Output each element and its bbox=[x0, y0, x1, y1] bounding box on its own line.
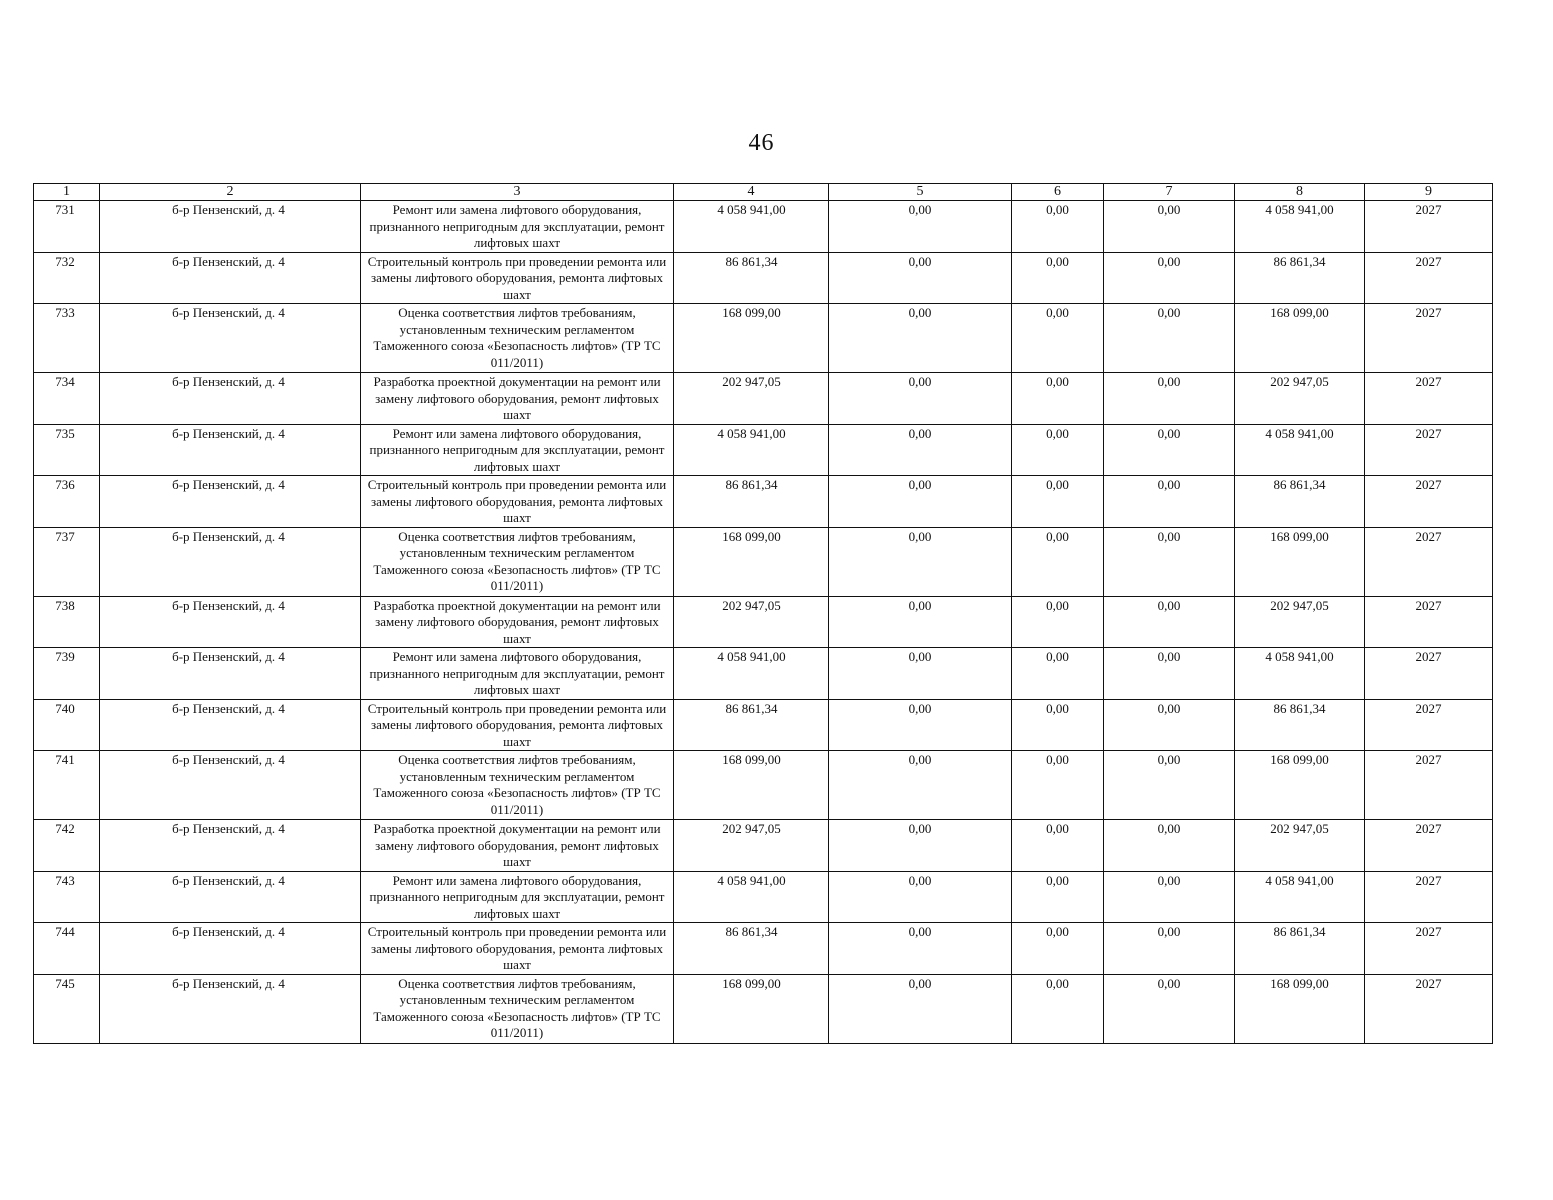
address-cell: б-р Пензенский, д. 4 bbox=[100, 424, 361, 476]
table-row bbox=[34, 923, 1493, 975]
column-header: 4 bbox=[674, 184, 829, 201]
row-number-cell: 736 bbox=[34, 476, 100, 528]
work-description-cell: Разработка проектной документации на ремонт или замену лифтового оборудования, ремонт лифтовых шахт bbox=[361, 373, 674, 425]
column-6-cell: 0,00 bbox=[1012, 527, 1104, 596]
column-header: 2 bbox=[100, 184, 361, 201]
year-cell: 2027 bbox=[1365, 923, 1493, 975]
address-cell: б-р Пензенский, д. 4 bbox=[100, 596, 361, 648]
address-cell: б-р Пензенский, д. 4 bbox=[100, 476, 361, 528]
year-cell: 2027 bbox=[1365, 527, 1493, 596]
column-6-cell: 0,00 bbox=[1012, 424, 1104, 476]
column-5-cell: 0,00 bbox=[829, 974, 1012, 1043]
year-cell: 2027 bbox=[1365, 252, 1493, 304]
year-cell: 2027 bbox=[1365, 820, 1493, 872]
address-cell: б-р Пензенский, д. 4 bbox=[100, 923, 361, 975]
column-5-cell: 0,00 bbox=[829, 252, 1012, 304]
column-7-cell: 0,00 bbox=[1104, 252, 1235, 304]
table-row bbox=[34, 373, 1493, 425]
column-7-cell: 0,00 bbox=[1104, 424, 1235, 476]
row-number-cell: 744 bbox=[34, 923, 100, 975]
column-6-cell: 0,00 bbox=[1012, 871, 1104, 923]
address-cell: б-р Пензенский, д. 4 bbox=[100, 871, 361, 923]
row-number-cell: 743 bbox=[34, 871, 100, 923]
address-cell: б-р Пензенский, д. 4 bbox=[100, 252, 361, 304]
total-cost-cell: 202 947,05 bbox=[674, 373, 829, 425]
column-8-cell: 202 947,05 bbox=[1235, 596, 1365, 648]
column-6-cell: 0,00 bbox=[1012, 476, 1104, 528]
year-cell: 2027 bbox=[1365, 476, 1493, 528]
table-row bbox=[34, 871, 1493, 923]
column-8-cell: 86 861,34 bbox=[1235, 476, 1365, 528]
column-6-cell: 0,00 bbox=[1012, 751, 1104, 820]
column-5-cell: 0,00 bbox=[829, 923, 1012, 975]
work-description-cell: Оценка соответствия лифтов требованиям, установленным техническим регламентом Таможенного союза «Безопасность лифтов» (ТР ТС 011/2011) bbox=[361, 527, 674, 596]
column-7-cell: 0,00 bbox=[1104, 373, 1235, 425]
total-cost-cell: 86 861,34 bbox=[674, 476, 829, 528]
column-6-cell: 0,00 bbox=[1012, 201, 1104, 253]
table-row bbox=[34, 974, 1493, 1043]
row-number-cell: 739 bbox=[34, 648, 100, 700]
row-number-cell: 731 bbox=[34, 201, 100, 253]
column-header: 7 bbox=[1104, 184, 1235, 201]
column-7-cell: 0,00 bbox=[1104, 974, 1235, 1043]
work-description-cell: Строительный контроль при проведении ремонта или замены лифтового оборудования, ремонта лифтовых шахт bbox=[361, 476, 674, 528]
column-5-cell: 0,00 bbox=[829, 201, 1012, 253]
year-cell: 2027 bbox=[1365, 648, 1493, 700]
column-5-cell: 0,00 bbox=[829, 373, 1012, 425]
header-row bbox=[34, 184, 1493, 201]
column-header: 8 bbox=[1235, 184, 1365, 201]
work-description-cell: Ремонт или замена лифтового оборудования, признанного непригодным для эксплуатации, ремонт лифтовых шахт bbox=[361, 201, 674, 253]
column-header: 6 bbox=[1012, 184, 1104, 201]
column-8-cell: 4 058 941,00 bbox=[1235, 201, 1365, 253]
year-cell: 2027 bbox=[1365, 373, 1493, 425]
column-5-cell: 0,00 bbox=[829, 596, 1012, 648]
total-cost-cell: 4 058 941,00 bbox=[674, 648, 829, 700]
column-header: 5 bbox=[829, 184, 1012, 201]
total-cost-cell: 86 861,34 bbox=[674, 923, 829, 975]
column-6-cell: 0,00 bbox=[1012, 699, 1104, 751]
total-cost-cell: 202 947,05 bbox=[674, 820, 829, 872]
column-5-cell: 0,00 bbox=[829, 820, 1012, 872]
work-description-cell: Строительный контроль при проведении ремонта или замены лифтового оборудования, ремонта лифтовых шахт bbox=[361, 699, 674, 751]
total-cost-cell: 168 099,00 bbox=[674, 304, 829, 373]
column-7-cell: 0,00 bbox=[1104, 596, 1235, 648]
column-6-cell: 0,00 bbox=[1012, 304, 1104, 373]
works-table bbox=[33, 183, 1493, 1044]
column-8-cell: 168 099,00 bbox=[1235, 974, 1365, 1043]
address-cell: б-р Пензенский, д. 4 bbox=[100, 201, 361, 253]
work-description-cell: Ремонт или замена лифтового оборудования, признанного непригодным для эксплуатации, ремонт лифтовых шахт bbox=[361, 424, 674, 476]
column-7-cell: 0,00 bbox=[1104, 871, 1235, 923]
year-cell: 2027 bbox=[1365, 871, 1493, 923]
address-cell: б-р Пензенский, д. 4 bbox=[100, 648, 361, 700]
address-cell: б-р Пензенский, д. 4 bbox=[100, 974, 361, 1043]
year-cell: 2027 bbox=[1365, 974, 1493, 1043]
column-5-cell: 0,00 bbox=[829, 751, 1012, 820]
table-row bbox=[34, 751, 1493, 820]
column-6-cell: 0,00 bbox=[1012, 648, 1104, 700]
year-cell: 2027 bbox=[1365, 304, 1493, 373]
row-number-cell: 733 bbox=[34, 304, 100, 373]
table-row bbox=[34, 252, 1493, 304]
page-number: 46 bbox=[748, 130, 775, 156]
column-6-cell: 0,00 bbox=[1012, 252, 1104, 304]
work-description-cell: Строительный контроль при проведении ремонта или замены лифтового оборудования, ремонта лифтовых шахт bbox=[361, 252, 674, 304]
row-number-cell: 740 bbox=[34, 699, 100, 751]
row-number-cell: 737 bbox=[34, 527, 100, 596]
column-8-cell: 202 947,05 bbox=[1235, 820, 1365, 872]
table-row bbox=[34, 424, 1493, 476]
column-7-cell: 0,00 bbox=[1104, 751, 1235, 820]
row-number-cell: 735 bbox=[34, 424, 100, 476]
address-cell: б-р Пензенский, д. 4 bbox=[100, 527, 361, 596]
work-description-cell: Оценка соответствия лифтов требованиям, установленным техническим регламентом Таможенного союза «Безопасность лифтов» (ТР ТС 011/2011) bbox=[361, 751, 674, 820]
address-cell: б-р Пензенский, д. 4 bbox=[100, 304, 361, 373]
work-description-cell: Ремонт или замена лифтового оборудования, признанного непригодным для эксплуатации, ремонт лифтовых шахт bbox=[361, 648, 674, 700]
column-8-cell: 4 058 941,00 bbox=[1235, 871, 1365, 923]
year-cell: 2027 bbox=[1365, 699, 1493, 751]
column-5-cell: 0,00 bbox=[829, 699, 1012, 751]
column-6-cell: 0,00 bbox=[1012, 596, 1104, 648]
total-cost-cell: 4 058 941,00 bbox=[674, 871, 829, 923]
column-8-cell: 168 099,00 bbox=[1235, 527, 1365, 596]
column-7-cell: 0,00 bbox=[1104, 820, 1235, 872]
table-row bbox=[34, 699, 1493, 751]
column-7-cell: 0,00 bbox=[1104, 923, 1235, 975]
table-row bbox=[34, 304, 1493, 373]
total-cost-cell: 4 058 941,00 bbox=[674, 424, 829, 476]
column-6-cell: 0,00 bbox=[1012, 820, 1104, 872]
table-row bbox=[34, 527, 1493, 596]
total-cost-cell: 168 099,00 bbox=[674, 527, 829, 596]
total-cost-cell: 4 058 941,00 bbox=[674, 201, 829, 253]
table-row bbox=[34, 648, 1493, 700]
column-5-cell: 0,00 bbox=[829, 304, 1012, 373]
column-8-cell: 86 861,34 bbox=[1235, 923, 1365, 975]
year-cell: 2027 bbox=[1365, 751, 1493, 820]
column-6-cell: 0,00 bbox=[1012, 974, 1104, 1043]
column-5-cell: 0,00 bbox=[829, 648, 1012, 700]
total-cost-cell: 168 099,00 bbox=[674, 751, 829, 820]
work-description-cell: Строительный контроль при проведении ремонта или замены лифтового оборудования, ремонта лифтовых шахт bbox=[361, 923, 674, 975]
column-header: 1 bbox=[34, 184, 100, 201]
column-5-cell: 0,00 bbox=[829, 424, 1012, 476]
total-cost-cell: 168 099,00 bbox=[674, 974, 829, 1043]
total-cost-cell: 86 861,34 bbox=[674, 252, 829, 304]
column-5-cell: 0,00 bbox=[829, 476, 1012, 528]
column-8-cell: 168 099,00 bbox=[1235, 751, 1365, 820]
address-cell: б-р Пензенский, д. 4 bbox=[100, 699, 361, 751]
column-8-cell: 168 099,00 bbox=[1235, 304, 1365, 373]
column-7-cell: 0,00 bbox=[1104, 304, 1235, 373]
work-description-cell: Разработка проектной документации на ремонт или замену лифтового оборудования, ремонт лифтовых шахт bbox=[361, 820, 674, 872]
row-number-cell: 745 bbox=[34, 974, 100, 1043]
row-number-cell: 734 bbox=[34, 373, 100, 425]
column-8-cell: 86 861,34 bbox=[1235, 252, 1365, 304]
table-row bbox=[34, 476, 1493, 528]
column-8-cell: 86 861,34 bbox=[1235, 699, 1365, 751]
table-row bbox=[34, 201, 1493, 253]
address-cell: б-р Пензенский, д. 4 bbox=[100, 751, 361, 820]
row-number-cell: 738 bbox=[34, 596, 100, 648]
total-cost-cell: 86 861,34 bbox=[674, 699, 829, 751]
work-description-cell: Разработка проектной документации на ремонт или замену лифтового оборудования, ремонт лифтовых шахт bbox=[361, 596, 674, 648]
table-body bbox=[34, 201, 1493, 1044]
address-cell: б-р Пензенский, д. 4 bbox=[100, 820, 361, 872]
year-cell: 2027 bbox=[1365, 424, 1493, 476]
total-cost-cell: 202 947,05 bbox=[674, 596, 829, 648]
table-row bbox=[34, 596, 1493, 648]
column-5-cell: 0,00 bbox=[829, 527, 1012, 596]
column-5-cell: 0,00 bbox=[829, 871, 1012, 923]
row-number-cell: 732 bbox=[34, 252, 100, 304]
column-7-cell: 0,00 bbox=[1104, 476, 1235, 528]
year-cell: 2027 bbox=[1365, 596, 1493, 648]
column-7-cell: 0,00 bbox=[1104, 201, 1235, 253]
work-description-cell: Ремонт или замена лифтового оборудования, признанного непригодным для эксплуатации, ремонт лифтовых шахт bbox=[361, 871, 674, 923]
work-description-cell: Оценка соответствия лифтов требованиям, установленным техническим регламентом Таможенного союза «Безопасность лифтов» (ТР ТС 011/2011) bbox=[361, 304, 674, 373]
column-7-cell: 0,00 bbox=[1104, 527, 1235, 596]
column-7-cell: 0,00 bbox=[1104, 699, 1235, 751]
column-8-cell: 202 947,05 bbox=[1235, 373, 1365, 425]
column-7-cell: 0,00 bbox=[1104, 648, 1235, 700]
row-number-cell: 741 bbox=[34, 751, 100, 820]
row-number-cell: 742 bbox=[34, 820, 100, 872]
column-header: 9 bbox=[1365, 184, 1493, 201]
work-description-cell: Оценка соответствия лифтов требованиям, установленным техническим регламентом Таможенного союза «Безопасность лифтов» (ТР ТС 011/2011) bbox=[361, 974, 674, 1043]
column-6-cell: 0,00 bbox=[1012, 923, 1104, 975]
column-8-cell: 4 058 941,00 bbox=[1235, 648, 1365, 700]
table-row bbox=[34, 820, 1493, 872]
address-cell: б-р Пензенский, д. 4 bbox=[100, 373, 361, 425]
column-8-cell: 4 058 941,00 bbox=[1235, 424, 1365, 476]
column-header: 3 bbox=[361, 184, 674, 201]
year-cell: 2027 bbox=[1365, 201, 1493, 253]
column-6-cell: 0,00 bbox=[1012, 373, 1104, 425]
